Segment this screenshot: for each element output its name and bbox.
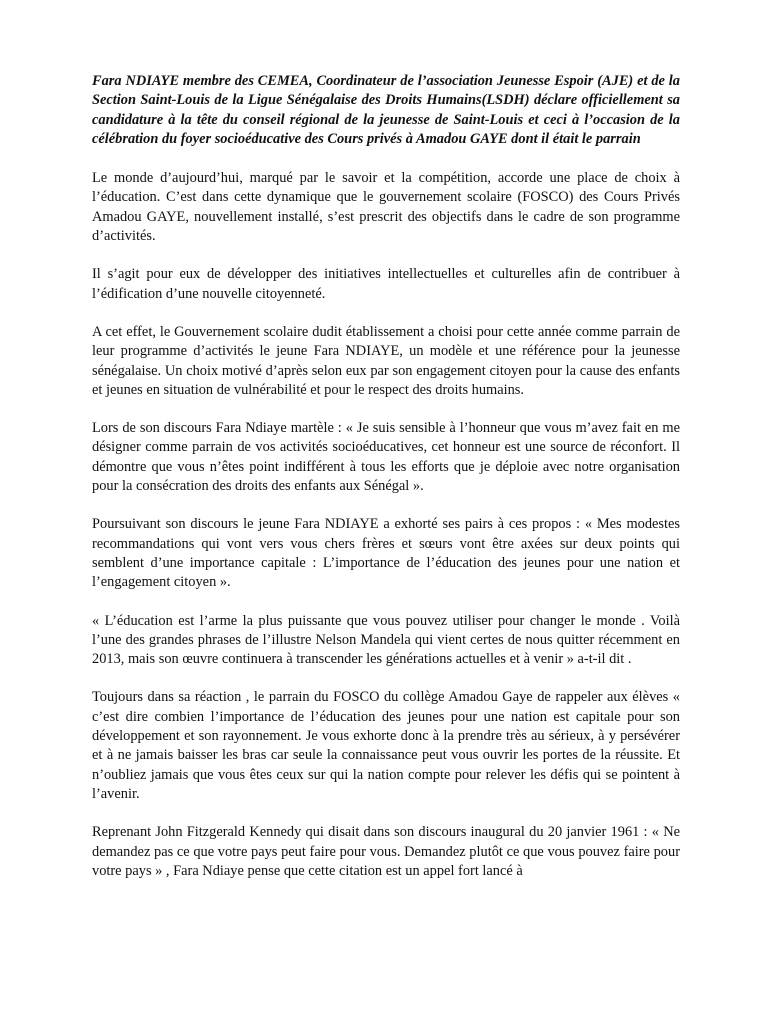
paragraph-2: Il s’agit pour eux de développer des initiatives intellectuelles et culturelles afin de contribuer à l’édification d’une nouvelle citoyenneté.: [92, 266, 680, 302]
paragraph-1: Le monde d’aujourd’hui, marqué par le savoir et la compétition, accorde une place de choix à l’éducation. C’est dans cette dynamique que le gouvernement scolaire (FOSCO) des Cours Privés Amadou GAYE, nouvellement installé, s’est prescrit des objectifs dans le cadre de son programme d’activités.: [92, 170, 680, 245]
paragraph-3: A cet effet, le Gouvernement scolaire dudit établissement a choisi pour cette année comme parrain de leur programme d’activités le jeune Fara NDIAYE, un modèle et une référence pour la jeunesse sénégalaise. Un choix motivé d’après selon eux par son engagement citoyen pour la cause des enfants et jeunes en situation de vulnérabilité et pour le respect des droits humains.: [92, 323, 680, 398]
paragraph-4: Lors de son discours Fara Ndiaye martèle : « Je suis sensible à l’honneur que vous m’avez fait en me désigner comme parrain de vos activités socioéducatives, cet honneur est une source de réconfort. Il démontre que vous n’êtes point indifférent à tous les efforts que je déploie avec notre organisation pour la consécration des droits des enfants aux Sénégal ».: [92, 420, 680, 495]
paragraph-8: Reprenant John Fitzgerald Kennedy qui disait dans son discours inaugural du 20 janvier 1961 : « Ne demandez pas ce que votre pays peut faire pour vous. Demandez plutôt ce que vous pouvez faire pour votre pays » , Fara Ndiaye pense que cette citation est un appel fort lancé à: [92, 824, 680, 879]
paragraph-5: Poursuivant son discours le jeune Fara NDIAYE a exhorté ses pairs à ces propos : « Mes modestes recommandations qui vont vers vous chers frères et sœurs vont être axées sur deux points qui semblent d’une importance capitale : L’importance de l’éducation des jeunes pour une nation et l’engagement citoyen ».: [92, 516, 680, 591]
paragraph-6: « L’éducation est l’arme la plus puissante que vous pouvez utiliser pour changer le monde . Voilà l’une des grandes phrases de l’illustre Nelson Mandela qui vient certes de nous quitter récemment en 2013, mais son œuvre continuera à transcender les générations actuelles et à venir » a-t-il dit .: [92, 612, 680, 668]
paragraph-7: Toujours dans sa réaction , le parrain du FOSCO du collège Amadou Gaye de rappeler aux élèves « c’est dire combien l’importance de l’éducation des jeunes pour une nation est capitale pour son développement et son rayonnement. Je vous exhorte donc à la prendre très au sérieux, à y persévérer et à ne jamais baisser les bras car seule la connaissance peut vous ouvrir les portes de la réussite. Et n’oubliez jamais que vous êtes ceux sur qui la nation compte pour relever les défis qui se pointent à l’avenir.: [92, 689, 680, 802]
document-page: [92, 72, 680, 900]
article-headline: Fara NDIAYE membre des CEMEA, Coordinateur de l’association Jeunesse Espoir (AJE) et de la Section Saint-Louis de la Ligue Sénégalaise des Droits Humains(LSDH) déclare officiellement sa candidature à la tête du conseil régional de la jeunesse de Saint-Louis et ceci à l’occasion de la célébration du foyer socioéducative des Cours privés à Amadou GAYE dont il était le parrain: [92, 73, 680, 147]
